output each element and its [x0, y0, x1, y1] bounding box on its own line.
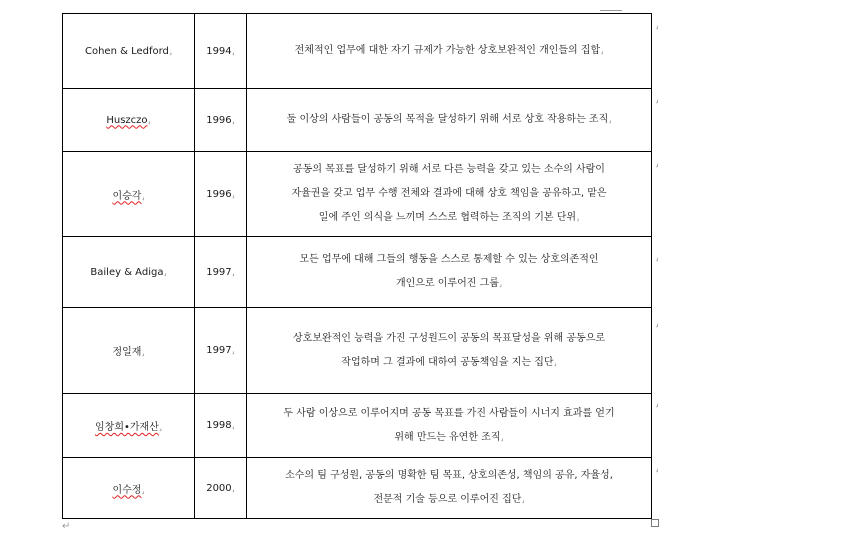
author-text: 임창희•가재산	[95, 422, 159, 433]
definition-cell[interactable]	[247, 394, 652, 458]
definition-line: 자율권을 갖고 업무 수행 전체와 결과에 대해 상호 책임을 공유하고, 맡은	[291, 188, 607, 199]
author-text: 정일재	[112, 347, 142, 358]
definition-cell[interactable]	[247, 237, 652, 308]
definition-cell[interactable]: 둘 이상의 사람들이 공동의 목적을 달성하기 위해 서로 상호 작용하는 조직⸥	[247, 89, 652, 152]
row-end-mark: ⸥	[655, 95, 659, 105]
definitions-table	[62, 13, 652, 519]
year-cell[interactable]: 2000⸥	[195, 458, 247, 519]
author-text: 이수정	[112, 484, 142, 496]
table-row	[63, 237, 652, 308]
definition-cell[interactable]	[247, 458, 652, 519]
author-cell[interactable]: 정일재⸥	[63, 308, 195, 394]
definition-line: 공동의 목표를 달성하기 위해 서로 다른 능력을 갖고 있는 소수의 사람이	[293, 164, 605, 175]
row-end-mark: ⸥	[655, 253, 659, 263]
author-cell[interactable]: Huszczo⸥	[63, 89, 195, 152]
definition-cell[interactable]	[247, 308, 652, 394]
table-row	[63, 308, 652, 394]
definition-line: 위해 만드는 유연한 조직⸥	[394, 431, 504, 443]
year-text: 2000	[206, 482, 232, 494]
row-end-mark: ⸥	[655, 399, 659, 409]
author-cell[interactable]: 임창희•가재산⸥	[63, 394, 195, 458]
table-resize-handle[interactable]	[651, 519, 659, 527]
definition-line: 전문적 기술 등으로 이루어진 집단⸥	[373, 494, 525, 505]
table-row	[63, 458, 652, 519]
author-text: Bailey & Adiga	[90, 266, 164, 278]
definition-line: 소수의 팀 구성원, 공동의 명확한 팀 목표, 상호의존성, 책임의 공유, 자율성,	[285, 470, 613, 481]
definition-line: 상호보완적인 능력을 가진 구성원드이 공동의 목표달성을 위해 공동으로	[292, 332, 606, 344]
year-text: 1998	[206, 420, 232, 431]
author-text: 이승각	[112, 190, 142, 202]
year-cell[interactable]: 1996⸥	[195, 89, 247, 152]
row-end-mark: ⸥	[655, 464, 659, 474]
definition-cell[interactable]: 전체적인 업무에 대한 자기 규제가 가능한 상호보완적인 개인들의 집합⸥	[247, 14, 652, 89]
year-text: 1997	[206, 266, 232, 278]
definition-line: 모든 업무에 대해 그들의 행동을 스스로 통제할 수 있는 상호의존적인	[299, 254, 599, 265]
year-text: 1996	[206, 114, 232, 126]
paragraph-mark-icon: ↵	[62, 521, 71, 532]
definition-cell[interactable]	[247, 152, 652, 237]
year-cell[interactable]: 1997⸥	[195, 308, 247, 394]
table-row	[63, 89, 652, 152]
row-end-mark: ⸥	[655, 159, 659, 169]
definition-line: 작업하며 그 결과에 대하여 공동책임을 지는 집단⸥	[341, 356, 557, 368]
author-cell[interactable]: 이수정⸥	[63, 458, 195, 519]
row-end-mark: ⸥	[655, 21, 659, 31]
author-cell[interactable]: 이승각⸥	[63, 152, 195, 237]
year-cell[interactable]: 1997⸥	[195, 237, 247, 308]
year-text: 1996	[206, 188, 232, 200]
year-cell[interactable]: 1994⸥	[195, 14, 247, 89]
definition-line: 두 사람 이상으로 이루어지며 공동 목표를 가진 사람들이 시너지 효과를 얻기	[283, 407, 615, 419]
definition-line: 개인으로 이루어진 그룹⸥	[395, 278, 503, 289]
author-cell[interactable]: Bailey & Adiga⸥	[63, 237, 195, 308]
author-cell[interactable]: Cohen & Ledford⸥	[63, 14, 195, 89]
year-text: 1994	[206, 45, 232, 57]
definition-line: 일에 주인 의식을 느끼며 스스로 협력하는 조직의 기본 단위⸥	[318, 212, 580, 223]
ruler-mark	[600, 10, 622, 11]
year-text: 1997	[206, 345, 232, 356]
definition-line: 둘 이상의 사람들이 공동의 목적을 달성하기 위해 서로 상호 작용하는 조직	[286, 114, 609, 125]
table-row	[63, 394, 652, 458]
table-row	[63, 152, 652, 237]
author-text: Huszczo	[106, 114, 148, 126]
definition-line: 전체적인 업무에 대한 자기 규제가 가능한 상호보완적인 개인들의 집합	[294, 45, 601, 56]
year-cell[interactable]: 1996⸥	[195, 152, 247, 237]
year-cell[interactable]: 1998⸥	[195, 394, 247, 458]
table-row	[63, 14, 652, 89]
row-end-mark: ⸥	[655, 319, 659, 329]
author-text: Cohen & Ledford	[84, 45, 169, 57]
